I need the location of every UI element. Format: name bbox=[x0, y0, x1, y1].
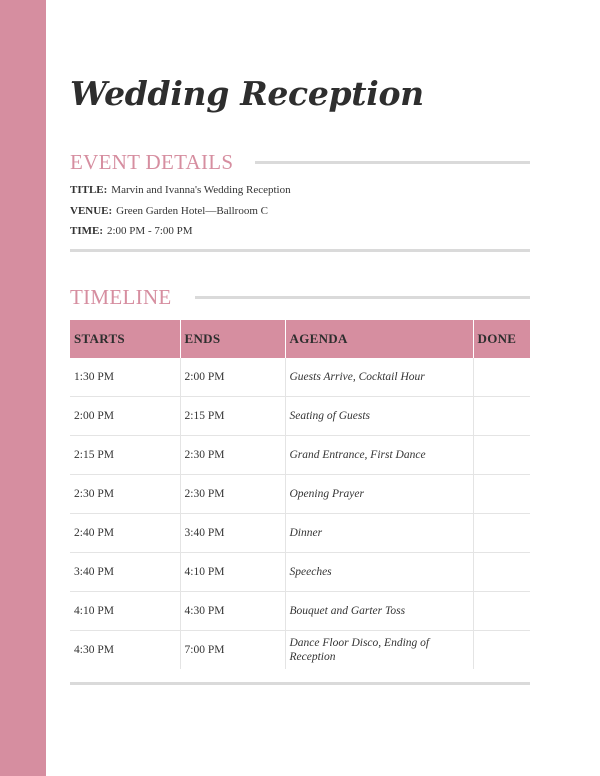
column-header-ends: ENDS bbox=[180, 320, 285, 358]
agenda-item: Dance Floor Disco, Ending of Reception bbox=[285, 631, 473, 670]
done-cell[interactable] bbox=[473, 592, 530, 631]
timeline-header bbox=[70, 285, 530, 311]
agenda-item: Dinner bbox=[285, 514, 473, 553]
start-time: 2:00 PM bbox=[70, 397, 180, 436]
start-time: 2:40 PM bbox=[70, 514, 180, 553]
heading-rule bbox=[255, 161, 530, 164]
end-time: 3:40 PM bbox=[180, 514, 285, 553]
end-time: 7:00 PM bbox=[180, 631, 285, 670]
start-time: 4:30 PM bbox=[70, 631, 180, 670]
done-cell[interactable] bbox=[473, 358, 530, 397]
bottom-divider bbox=[70, 682, 530, 685]
start-time: 3:40 PM bbox=[70, 553, 180, 592]
table-row bbox=[70, 397, 530, 436]
timeline-table bbox=[70, 320, 530, 669]
decorative-side-bar bbox=[0, 0, 46, 776]
agenda-item: Speeches bbox=[285, 553, 473, 592]
done-cell[interactable] bbox=[473, 631, 530, 670]
event-details-heading: EVENT DETAILS bbox=[70, 150, 234, 174]
column-header-agenda: AGENDA bbox=[285, 320, 473, 358]
timeline-heading: TIMELINE bbox=[70, 285, 172, 309]
end-time: 2:30 PM bbox=[180, 436, 285, 475]
agenda-item: Guests Arrive, Cocktail Hour bbox=[285, 358, 473, 397]
done-cell[interactable] bbox=[473, 397, 530, 436]
end-time: 2:30 PM bbox=[180, 475, 285, 514]
column-header-starts: STARTS bbox=[70, 320, 180, 358]
end-time: 4:10 PM bbox=[180, 553, 285, 592]
table-row bbox=[70, 436, 530, 475]
done-cell[interactable] bbox=[473, 475, 530, 514]
detail-venue bbox=[70, 205, 268, 217]
table-header-row bbox=[70, 320, 530, 358]
agenda-item: Opening Prayer bbox=[285, 475, 473, 514]
table-row bbox=[70, 592, 530, 631]
end-time: 4:30 PM bbox=[180, 592, 285, 631]
done-cell[interactable] bbox=[473, 514, 530, 553]
end-time: 2:00 PM bbox=[180, 358, 285, 397]
venue-value: Green Garden Hotel—Ballroom C bbox=[116, 205, 268, 217]
agenda-item: Bouquet and Garter Toss bbox=[285, 592, 473, 631]
event-details-header bbox=[70, 150, 530, 176]
table-row bbox=[70, 514, 530, 553]
done-cell[interactable] bbox=[473, 553, 530, 592]
venue-label: VENUE: bbox=[70, 205, 113, 217]
done-cell[interactable] bbox=[473, 436, 530, 475]
start-time: 2:15 PM bbox=[70, 436, 180, 475]
table-row bbox=[70, 358, 530, 397]
section-divider bbox=[70, 249, 530, 252]
time-value: 2:00 PM - 7:00 PM bbox=[107, 225, 193, 237]
title-value: Marvin and Ivanna's Wedding Reception bbox=[111, 184, 291, 196]
agenda-item: Seating of Guests bbox=[285, 397, 473, 436]
title-label: TITLE: bbox=[70, 184, 108, 196]
end-time: 2:15 PM bbox=[180, 397, 285, 436]
column-header-done: DONE bbox=[473, 320, 530, 358]
start-time: 2:30 PM bbox=[70, 475, 180, 514]
detail-title bbox=[70, 184, 291, 196]
start-time: 4:10 PM bbox=[70, 592, 180, 631]
document-title: Wedding Reception bbox=[70, 74, 424, 113]
agenda-item: Grand Entrance, First Dance bbox=[285, 436, 473, 475]
table-row bbox=[70, 553, 530, 592]
time-label: TIME: bbox=[70, 225, 103, 237]
start-time: 1:30 PM bbox=[70, 358, 180, 397]
heading-rule bbox=[195, 296, 530, 299]
detail-time bbox=[70, 225, 193, 237]
table-row bbox=[70, 475, 530, 514]
table-row bbox=[70, 631, 530, 670]
